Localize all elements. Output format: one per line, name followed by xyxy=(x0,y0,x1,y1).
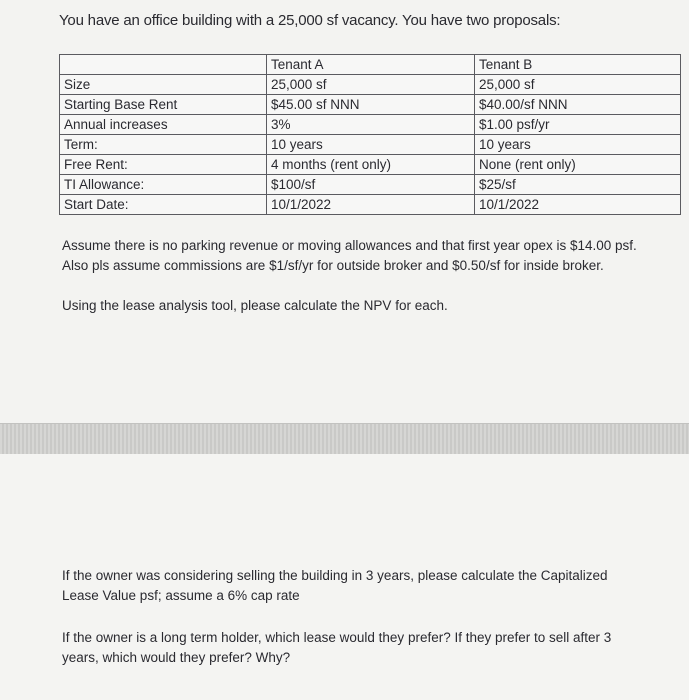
tenant-a-value: $45.00 sf NNN xyxy=(267,95,475,115)
question-cap-value-line-1: If the owner was considering selling the building in 3 years, please calculate the Capitalized xyxy=(62,568,608,583)
assumptions-line-2: Also pls assume commissions are $1/sf/yr for outside broker and $0.50/sf for inside broker. xyxy=(62,258,604,273)
question-lease-preference xyxy=(62,628,611,668)
table-row-term xyxy=(60,135,681,155)
table-row-base-rent xyxy=(60,95,681,115)
tenant-a-value: 4 months (rent only) xyxy=(267,155,475,175)
row-label: Start Date: xyxy=(60,195,267,215)
page-divider xyxy=(0,423,689,455)
table-row-ti-allowance xyxy=(60,175,681,195)
table-row-size xyxy=(60,75,681,95)
tenant-b-value: None (rent only) xyxy=(475,155,681,175)
tenant-a-value: 10/1/2022 xyxy=(267,195,475,215)
header-cell-tenant-b: Tenant B xyxy=(475,55,681,75)
assumptions-line-1: Assume there is no parking revenue or moving allowances and that first year opex is $14.00 psf. xyxy=(62,238,637,253)
tenant-b-value: 10 years xyxy=(475,135,681,155)
row-label: TI Allowance: xyxy=(60,175,267,195)
npv-task-text: Using the lease analysis tool, please calculate the NPV for each. xyxy=(62,298,448,313)
tenant-b-value: $25/sf xyxy=(475,175,681,195)
tenant-a-value: 3% xyxy=(267,115,475,135)
table-row-annual-increases xyxy=(60,115,681,135)
question-lease-preference-line-2: years, which would they prefer? Why? xyxy=(62,650,291,665)
question-lease-preference-line-1: If the owner is a long term holder, which lease would they prefer? If they prefer to sell after 3 xyxy=(62,630,612,645)
tenant-b-value: $1.00 psf/yr xyxy=(475,115,681,135)
tenant-a-value: $100/sf xyxy=(267,175,475,195)
row-label: Size xyxy=(60,75,267,95)
row-label: Free Rent: xyxy=(60,155,267,175)
tenant-b-value: 25,000 sf xyxy=(475,75,681,95)
assumptions-paragraph xyxy=(62,236,637,276)
intro-heading: You have an office building with a 25,000 sf vacancy. You have two proposals: xyxy=(59,12,561,29)
tenant-b-value: $40.00/sf NNN xyxy=(475,95,681,115)
table-header-row xyxy=(60,55,681,75)
tenant-a-value: 25,000 sf xyxy=(267,75,475,95)
table-row-free-rent xyxy=(60,155,681,175)
table-row-start-date xyxy=(60,195,681,215)
header-cell-tenant-a: Tenant A xyxy=(267,55,475,75)
row-label: Starting Base Rent xyxy=(60,95,267,115)
header-cell-empty xyxy=(60,55,267,75)
tenant-b-value: 10/1/2022 xyxy=(475,195,681,215)
tenant-a-value: 10 years xyxy=(267,135,475,155)
proposals-table xyxy=(59,54,681,215)
row-label: Term: xyxy=(60,135,267,155)
question-cap-value-line-2: Lease Value psf; assume a 6% cap rate xyxy=(62,588,300,603)
row-label: Annual increases xyxy=(60,115,267,135)
question-cap-value xyxy=(62,566,608,606)
